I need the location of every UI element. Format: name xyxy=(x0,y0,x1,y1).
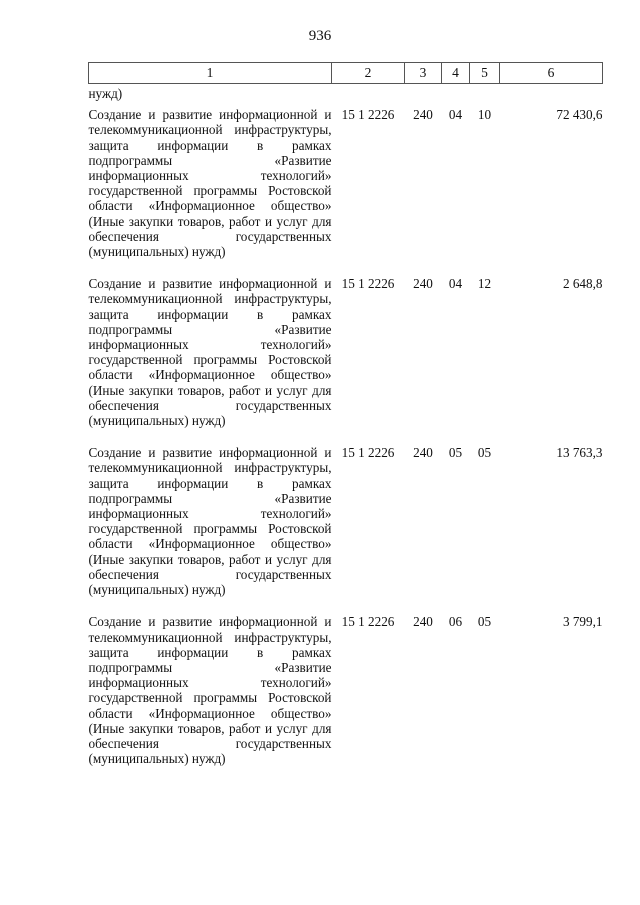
row-section: 04 xyxy=(448,107,463,123)
continuation-row xyxy=(89,84,603,108)
row-target-article: 15 1 2226 xyxy=(341,445,395,461)
table-row xyxy=(89,614,603,783)
row-target-article: 15 1 2226 xyxy=(341,614,395,630)
column-header-4: 4 xyxy=(442,63,470,84)
row-expense-type: 240 xyxy=(413,445,433,461)
table-body xyxy=(89,84,603,784)
column-header-5: 5 xyxy=(470,63,500,84)
row-description: Создание и развитие информационной и телекоммуникационной инфраструктуры, защита информации в рамках подпрограммы «Развитие информационных технологий» государственной программы Ростовской области «Информационное общество» (Иные закупки товаров, работ и услуг для обеспечения государственных (муниципальных) нужд) xyxy=(88,445,332,598)
row-section: 04 xyxy=(448,276,463,292)
row-sum: 3 799,1 xyxy=(562,614,603,630)
row-subsection: 12 xyxy=(477,276,492,292)
table-row xyxy=(89,445,603,614)
row-description: Создание и развитие информационной и телекоммуникационной инфраструктуры, защита информации в рамках подпрограммы «Развитие информационных технологий» государственной программы Ростовской области «Информационное общество» (Иные закупки товаров, работ и услуг для обеспечения государственных (муниципальных) нужд) xyxy=(88,614,332,767)
row-sum: 2 648,8 xyxy=(562,276,603,292)
row-subsection: 05 xyxy=(477,614,492,630)
continuation-text: нужд) xyxy=(88,86,123,101)
row-expense-type: 240 xyxy=(413,276,433,292)
column-header-3: 3 xyxy=(405,63,442,84)
row-subsection: 10 xyxy=(477,107,492,123)
table-row xyxy=(89,107,603,276)
row-description: Создание и развитие информационной и телекоммуникационной инфраструктуры, защита информации в рамках подпрограммы «Развитие информационных технологий» государственной программы Ростовской области «Информационное общество» (Иные закупки товаров, работ и услуг для обеспечения государственных (муниципальных) нужд) xyxy=(88,276,332,429)
row-sum: 13 763,3 xyxy=(556,445,603,461)
table-header xyxy=(89,63,603,84)
row-section: 05 xyxy=(448,445,463,461)
table-row xyxy=(89,276,603,445)
column-header-1: 1 xyxy=(89,63,332,84)
row-target-article: 15 1 2226 xyxy=(341,107,395,123)
row-expense-type: 240 xyxy=(413,614,433,630)
header-row xyxy=(89,63,603,84)
row-description: Создание и развитие информационной и телекоммуникационной инфраструктуры, защита информации в рамках подпрограммы «Развитие информационных технологий» государственной программы Ростовской области «Информационное общество» (Иные закупки товаров, работ и услуг для обеспечения государственных (муниципальных) нужд) xyxy=(88,107,332,260)
column-header-6: 6 xyxy=(500,63,603,84)
budget-table xyxy=(88,62,603,783)
row-expense-type: 240 xyxy=(413,107,433,123)
page-number: 936 xyxy=(308,28,332,44)
row-target-article: 15 1 2226 xyxy=(341,276,395,292)
column-header-2: 2 xyxy=(332,63,405,84)
row-section: 06 xyxy=(448,614,463,630)
row-sum: 72 430,6 xyxy=(556,107,603,123)
row-subsection: 05 xyxy=(477,445,492,461)
